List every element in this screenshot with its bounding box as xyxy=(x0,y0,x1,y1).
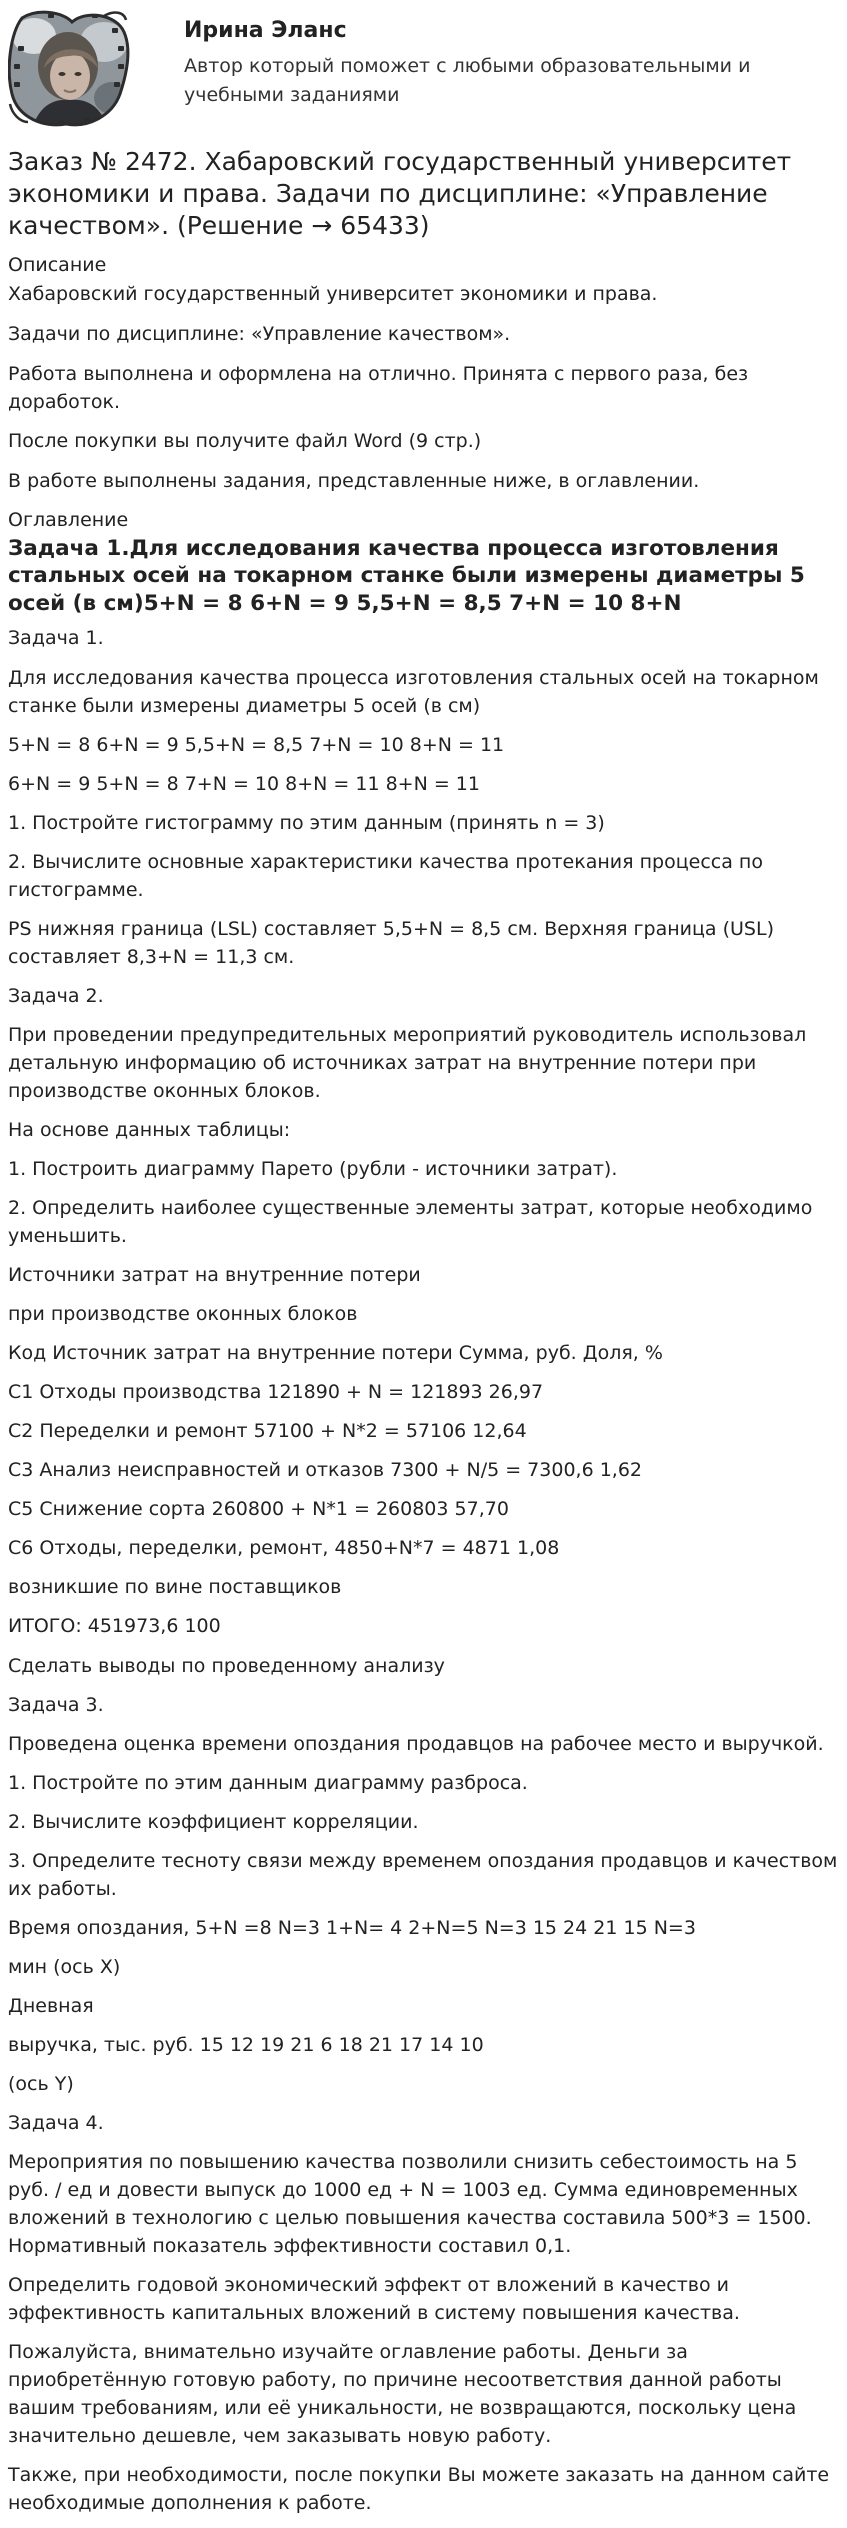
toc-paragraph: 6+N = 9 5+N = 8 7+N = 10 8+N = 11 8+N = 11 xyxy=(8,772,480,795)
toc-paragraph: выручка, тыс. руб. 15 12 19 21 6 18 21 17 14 10 xyxy=(8,2033,484,2056)
description-paragraph: В работе выполнены задания, представленные ниже, в оглавлении. xyxy=(8,470,700,493)
toc-paragraph: С3 Анализ неисправностей и отказов 7300 + N/5 = 7300,6 1,62 xyxy=(8,1459,643,1482)
author-description: Автор который поможет с любыми образовательными и учебными заданиями xyxy=(184,55,751,106)
toc-paragraph: Дневная xyxy=(8,1994,94,2017)
toc-paragraph: Проведена оценка времени опоздания продавцов на рабочее место и выручкой. xyxy=(8,1732,824,1755)
toc-paragraph: Источники затрат на внутренние потери xyxy=(8,1264,421,1287)
toc-paragraph: Время опоздания, 5+N =8 N=3 1+N= 4 2+N=5 N=3 15 24 21 15 N=3 xyxy=(8,1916,696,1939)
toc-paragraph: 5+N = 8 6+N = 9 5,5+N = 8,5 7+N = 10 8+N = 11 xyxy=(8,733,505,756)
toc-paragraph: 1. Постройте по этим данным диаграмму разброса. xyxy=(8,1771,528,1794)
toc-paragraph: С1 Отходы производства 121890 + N = 121893 26,97 xyxy=(8,1381,544,1404)
description-label: Описание xyxy=(8,254,107,276)
description-paragraph: Задачи по дисциплине: «Управление качеством». xyxy=(8,322,511,345)
toc-paragraph: 2. Вычислите коэффициент корреляции. xyxy=(8,1810,419,1833)
toc-paragraph: 3. Определите тесноту связи между временем опоздания продавцов и качеством их работы. xyxy=(8,1849,838,1900)
description-section xyxy=(8,280,839,495)
toc-paragraph: при производстве оконных блоков xyxy=(8,1303,358,1326)
toc-paragraph: На основе данных таблицы: xyxy=(8,1118,291,1141)
toc-paragraph: С6 Отходы, переделки, ремонт, 4850+N*7 = 4871 1,08 xyxy=(8,1537,560,1560)
toc-paragraph: Пожалуйста, внимательно изучайте оглавление работы. Деньги за приобретённую готовую работу, по причине несоответствия данной работы вашим требованиям, или её уникальности, не возвращаются, поскольку цена значительно дешевле, чем заказывать новую работу. xyxy=(8,2341,797,2448)
order-content xyxy=(8,146,839,2528)
toc-paragraph: Сделать выводы по проведенному анализу xyxy=(8,1654,445,1677)
description-paragraph: После покупки вы получите файл Word (9 стр.) xyxy=(8,430,482,453)
toc-paragraph: Задача 1. xyxy=(8,627,104,650)
author-card xyxy=(8,6,839,130)
order-title: Заказ № 2472. Хабаровский государственный университет экономики и права. Задачи по дисциплине: «Управление качеством». (Решение → 65433) xyxy=(8,147,792,240)
toc-paragraph: 1. Построить диаграмму Парето (рубли - источники затрат). xyxy=(8,1157,618,1180)
toc-heading: Задача 1.Для исследования качества процесса изготовления стальных осей на токарном станке были измерены диаметры 5 осей (в см)5+N = 8 6+N = 9 5,5+N = 8,5 7+N = 10 8+N xyxy=(8,535,805,616)
toc-paragraph: 1. Постройте гистограмму по этим данным (принять n = 3) xyxy=(8,811,605,834)
toc-paragraph: (ось Y) xyxy=(8,2072,74,2095)
toc-paragraph: мин (ось X) xyxy=(8,1955,121,1978)
toc-paragraph: С5 Снижение сорта 260800 + N*1 = 260803 57,70 xyxy=(8,1498,509,1521)
description-paragraph: Хабаровский государственный университет экономики и права. xyxy=(8,283,658,305)
author-name[interactable]: Ирина Эланс xyxy=(184,18,347,43)
toc-paragraph: возникшие по вине поставщиков xyxy=(8,1576,342,1599)
toc-paragraph: 2. Вычислите основные характеристики качества протекания процесса по гистограмме. xyxy=(8,850,763,901)
toc-paragraph: Для исследования качества процесса изготовления стальных осей на токарном станке были измерены диаметры 5 осей (в см) xyxy=(8,666,819,717)
description-paragraph: Работа выполнена и оформлена на отлично. Принята с первого раза, без доработок. xyxy=(8,362,749,413)
toc-paragraph: ИТОГО: 451973,6 100 xyxy=(8,1615,221,1638)
toc-paragraph: Задача 3. xyxy=(8,1693,104,1716)
toc-paragraph: Задача 4. xyxy=(8,2112,104,2135)
toc-paragraph: Определить годовой экономический эффект от вложений в качество и эффективность капитальных вложений в систему повышения качества. xyxy=(8,2274,740,2325)
toc-body xyxy=(8,624,839,2517)
toc-label: Оглавление xyxy=(8,508,129,531)
toc-paragraph: Также, при необходимости, после покупки Вы можете заказать на данном сайте необходимые дополнения к работе. xyxy=(8,2464,830,2515)
toc-paragraph: С2 Переделки и ремонт 57100 + N*2 = 57106 12,64 xyxy=(8,1420,527,1443)
toc-paragraph: PS нижняя граница (LSL) составляет 5,5+N = 8,5 см. Верхняя граница (USL) составляет 8,3+N = 11,3 см. xyxy=(8,917,774,968)
author-avatar[interactable] xyxy=(8,6,130,130)
toc-paragraph: При проведении предупредительных мероприятий руководитель использовал детальную информацию об источниках затрат на внутренние потери при производстве оконных блоков. xyxy=(8,1023,807,1102)
toc-paragraph: Код Источник затрат на внутренние потери Сумма, руб. Доля, % xyxy=(8,1342,663,1365)
toc-paragraph: Задача 2. xyxy=(8,984,104,1007)
toc-paragraph: 2. Определить наиболее существенные элементы затрат, которые необходимо уменьшить. xyxy=(8,1197,813,1247)
toc-paragraph: Мероприятия по повышению качества позволили снизить себестоимость на 5 руб. / ед и довести выпуск до 1000 ед + N = 1003 ед. Сумма единовременных вложений в технологию с целью повышения качества составила 500*3 = 1500. Нормативный показатель эффективности составил 0,1. xyxy=(8,2151,812,2258)
